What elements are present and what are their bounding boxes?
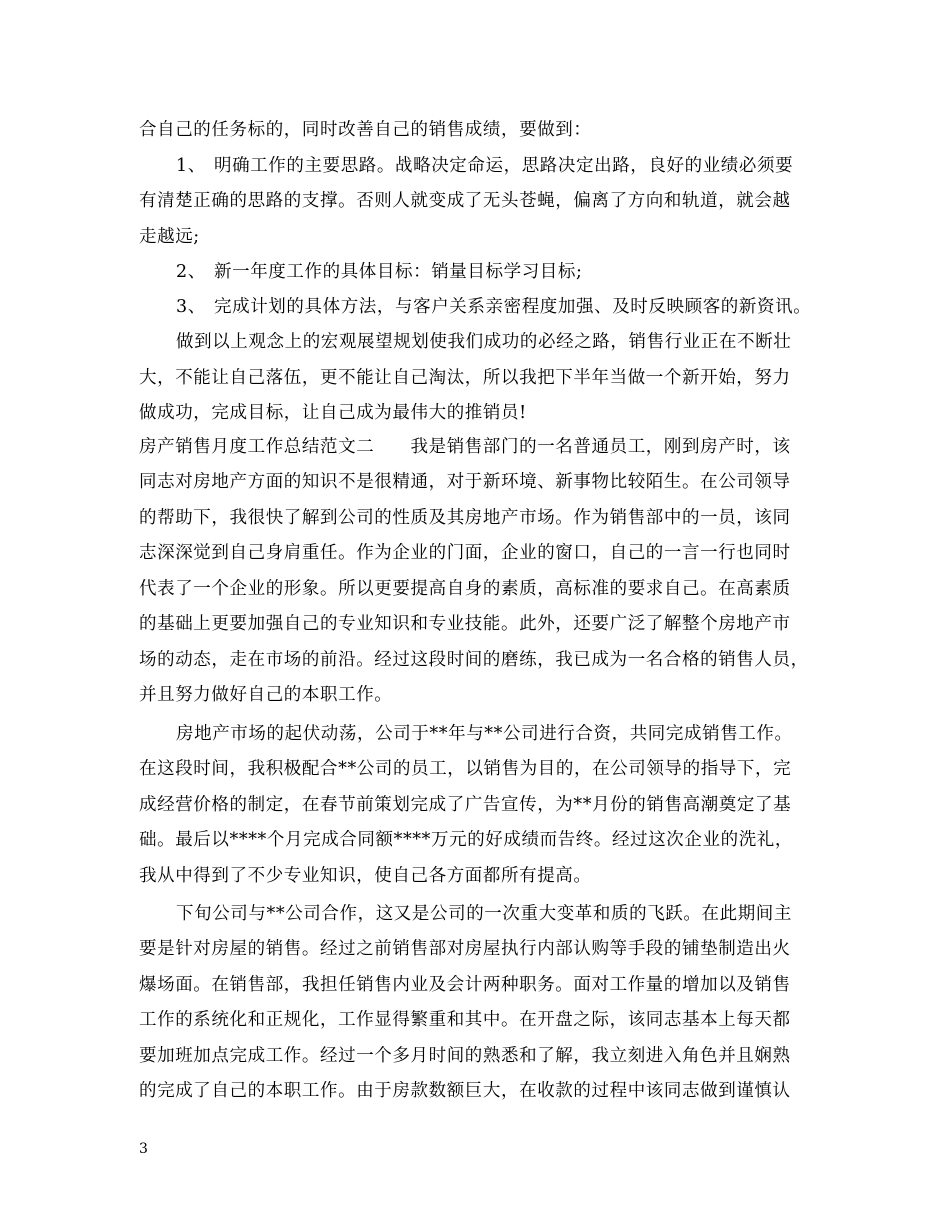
text-line: 的完成了自己的本职工作。由于房款数额巨大，在收款的过程中该同志做到谨慎认 [139, 1081, 791, 1101]
text-line: 大，不能让自己落伍，更不能让自己淘汰，所以我把下半年当做一个新开始，努力 [139, 368, 791, 388]
text-line: 场的动态，走在市场的前沿。经过这段时间的磨练，我已成为一名合格的销售人员， [139, 650, 809, 670]
page-number: 3 [139, 1141, 148, 1157]
text-line: 在这段时间，我积极配合**公司的员工，以销售为目的，在公司领导的指导下，完 [139, 759, 792, 779]
text-line: 下旬公司与**公司合作，这又是公司的一次重大变革和质的飞跃。在此期间主 [176, 904, 792, 924]
text-line: 走越远; [139, 227, 200, 247]
list-item-2 [176, 261, 856, 283]
list-item-3 [176, 296, 856, 318]
text-line: 合自己的任务标的，同时改善自己的销售成绩，要做到： [139, 120, 592, 140]
text-line: 做成功，完成目标，让自己成为最伟大的推销员! [139, 403, 527, 423]
text-line: 同志对房地产方面的知识不是很精通，对于新环境、新事物比较陌生。在公司领导 [139, 472, 791, 492]
section-heading-line: 房产销售月度工作总结范文二 我是销售部门的一名普通员工，刚到房产时，该 [139, 437, 791, 457]
text-line: 有清楚正确的思路的支撑。否则人就变成了无头苍蝇，偏离了方向和轨道，就会越 [139, 191, 791, 211]
list-number: 1、 [176, 156, 206, 176]
list-number: 2、 [176, 262, 206, 282]
text-line: 工作的系统化和正规化，工作显得繁重和其中。在开盘之际，该同志基本上每天都 [139, 1010, 791, 1030]
text-line: 房地产市场的起伏动荡，公司于**年与**公司进行合资，共同完成销售工作。 [176, 724, 793, 744]
list-text: 完成计划的具体方法，与客户关系亲密程度加强、及时反映顾客的新资讯。 [214, 297, 812, 317]
text-line: 代表了一个企业的形象。所以更要提高自身的素质，高标准的要求自己。在高素质 [139, 579, 791, 599]
list-item-1 [176, 155, 856, 177]
list-text: 明确工作的主要思路。战略决定命运，思路决定出路，良好的业绩必须要 [214, 156, 794, 176]
text-line: 要是针对房屋的销售。经过之前销售部对房屋执行内部认购等手段的铺垫制造出火 [139, 939, 791, 959]
text-line: 础。最后以****个月完成合同额****万元的好成绩而告终。经过这次企业的洗礼， [139, 830, 793, 850]
text-line: 做到以上观念上的宏观展望规划使我们成功的必经之路，销售行业正在不断壮 [176, 332, 792, 352]
text-line: 爆场面。在销售部，我担任销售内业及会计两种职务。面对工作量的增加以及销售 [139, 975, 791, 995]
text-line: 的帮助下，我很快了解到公司的性质及其房地产市场。作为销售部中的一员，该同 [139, 508, 791, 528]
list-number: 3、 [176, 297, 206, 317]
text-line: 志深深觉到自己身肩重任。作为企业的门面，企业的窗口，自己的一言一行也同时 [139, 543, 791, 563]
text-line: 要加班加点完成工作。经过一个多月时间的熟悉和了解，我立刻进入角色并且娴熟 [139, 1046, 791, 1066]
text-line: 的基础上更要加强自己的专业知识和专业技能。此外，还要广泛了解整个房地产市 [139, 614, 791, 634]
text-line: 并且努力做好自己的本职工作。 [139, 685, 393, 705]
list-text: 新一年度工作的具体目标：销量目标学习目标; [214, 262, 583, 282]
text-line: 我从中得到了不少专业知识，使自己各方面都所有提高。 [139, 866, 592, 886]
text-line: 成经营价格的制定，在春节前策划完成了广告宣传，为**月份的销售高潮奠定了基 [139, 795, 792, 815]
